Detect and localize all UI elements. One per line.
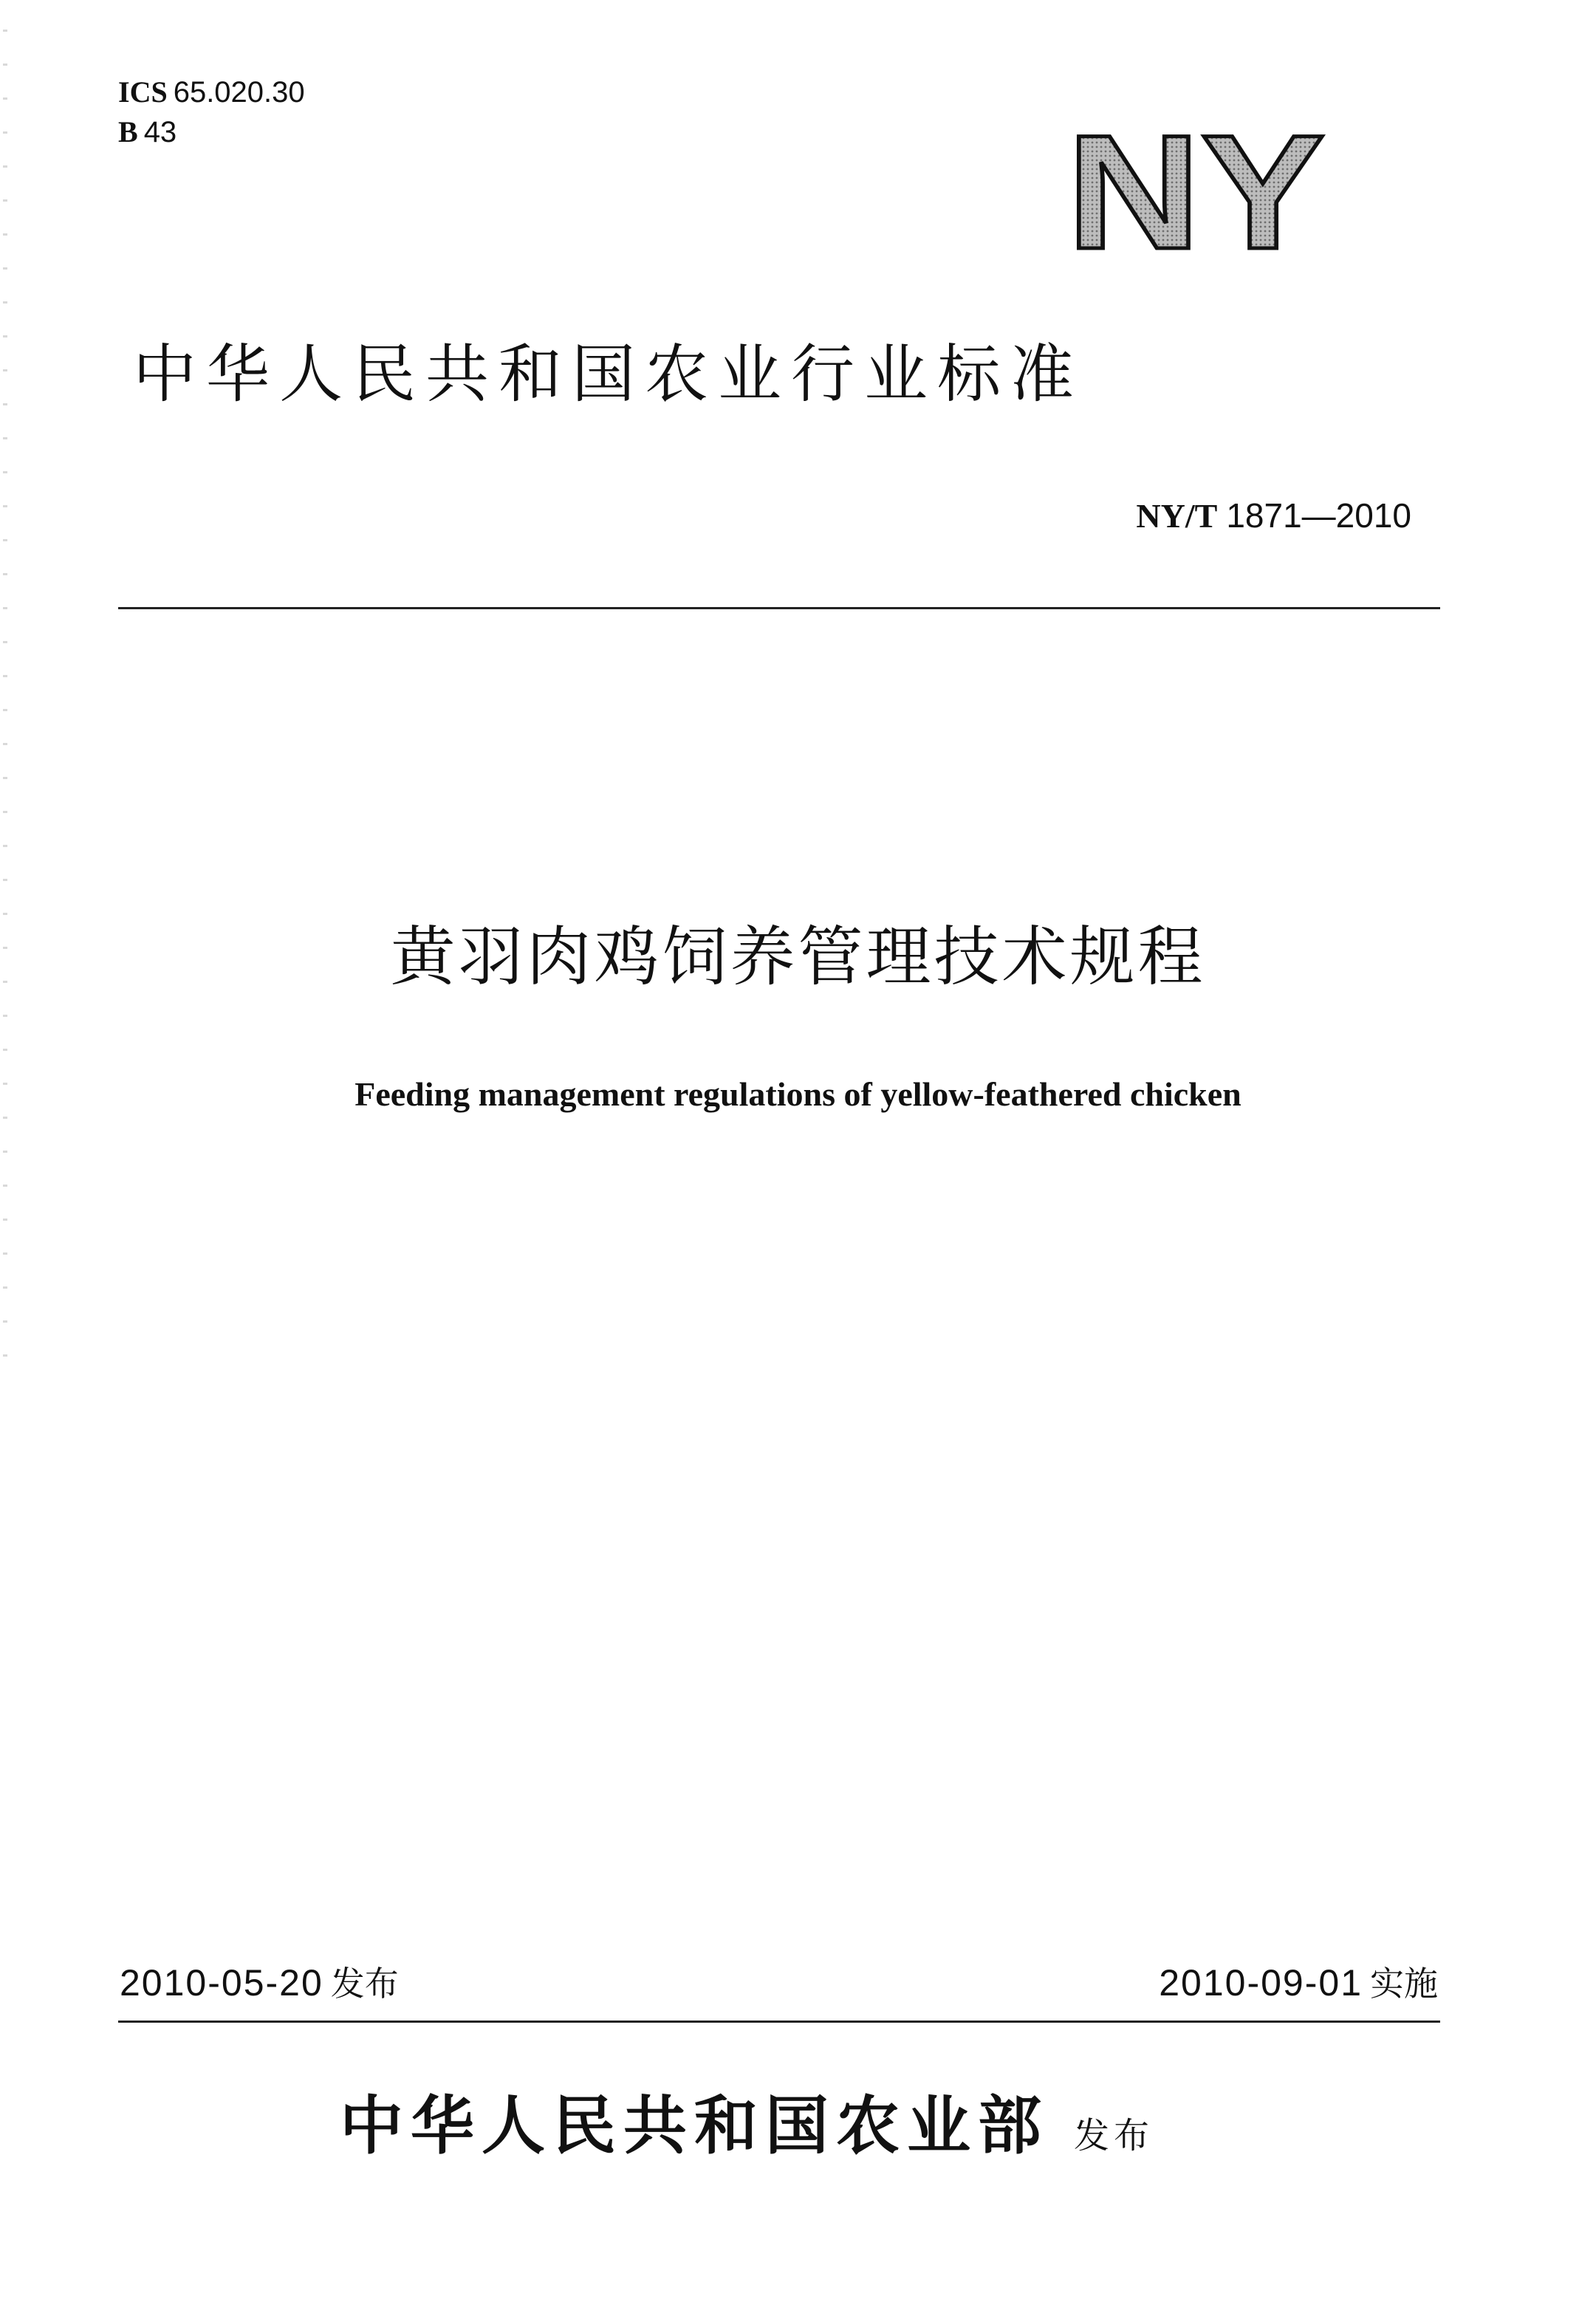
ics-code [118, 72, 305, 112]
implementation-date [1159, 1957, 1438, 2009]
publisher-name: 中华人民共和国农业部 [340, 2088, 1049, 2163]
scan-edge-marks [3, 30, 7, 1359]
header-divider [118, 607, 1440, 609]
document-title-chinese: 黄羽肉鸡饲养管理技术规程 [390, 919, 1206, 995]
publisher-line [340, 2085, 1154, 2167]
publisher-suffix: 发布 [1074, 2115, 1154, 2156]
issue-date-value: 2010-05-20 [120, 1962, 323, 2004]
ics-label: ICS [118, 75, 168, 109]
implementation-date-label: 实施 [1370, 1964, 1438, 2004]
ccs-label: B [118, 115, 138, 148]
standard-number [1136, 493, 1411, 538]
issue-date [120, 1957, 399, 2009]
classification-codes [118, 72, 305, 152]
ny-logo [1064, 118, 1329, 256]
ccs-code [118, 112, 305, 152]
ny-logo-text: NY [1066, 118, 1325, 256]
standard-prefix: NY/T [1136, 497, 1218, 535]
ics-value: 65.020.30 [173, 76, 305, 109]
document-title-english: Feeding management regulations of yellow-feathered chicken [355, 1075, 1241, 1113]
implementation-date-value: 2010-09-01 [1159, 1962, 1363, 2004]
footer-divider [118, 2021, 1440, 2023]
standard-category-title: 中华人民共和国农业行业标准 [133, 337, 1083, 411]
issue-date-label: 发布 [330, 1964, 399, 2004]
standard-code: 1871—2010 [1226, 496, 1411, 535]
ccs-value: 43 [143, 116, 177, 148]
